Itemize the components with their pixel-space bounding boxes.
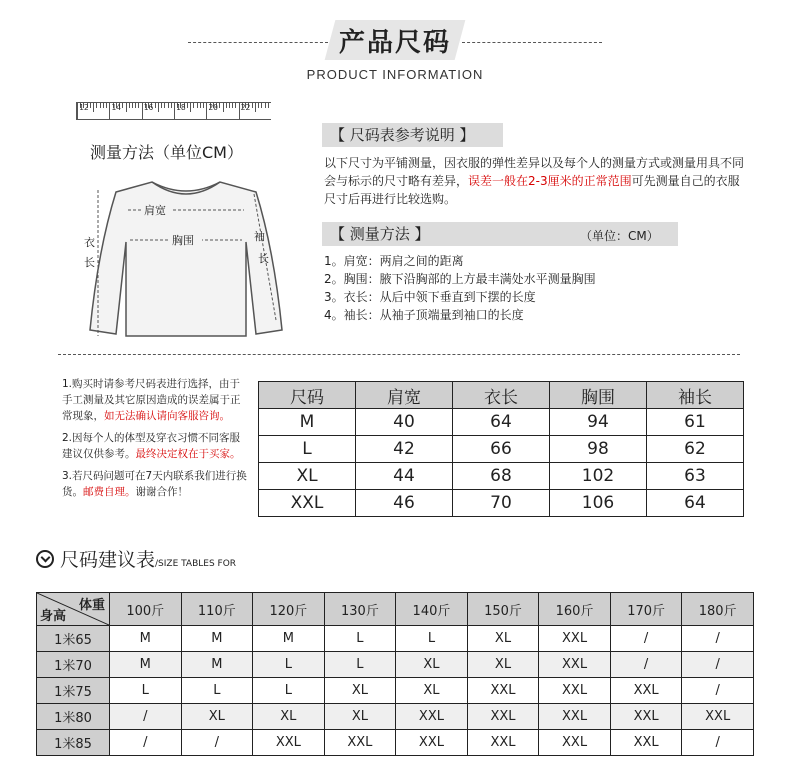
note-1-warning: 如无法确认请向客服咨询。: [104, 410, 230, 422]
size-cell: M: [181, 652, 253, 678]
size-cell: XXL: [396, 704, 468, 730]
length-label-1: 衣: [84, 236, 95, 249]
method-item: 4。袖长：从袖子顶端量到袖口的长度: [324, 308, 524, 322]
size-cell: /: [610, 652, 682, 678]
ruler-tick: [158, 103, 159, 112]
size-cell: 40: [356, 409, 453, 436]
size-cell: L: [181, 678, 253, 704]
ruler-number: 18: [176, 103, 186, 112]
table-row: [37, 626, 754, 652]
size-header-cell: 袖长: [647, 382, 744, 409]
note-2-text: 2.因每个人的体型及穿衣习惯不同客服建议仅供参考。: [62, 432, 241, 460]
size-cell: L: [324, 626, 396, 652]
method-list: [324, 252, 724, 324]
size-cell: 42: [356, 436, 453, 463]
ruler-tick: [122, 103, 123, 108]
size-cell: /: [610, 626, 682, 652]
note-3-warning: 邮费自理。: [83, 486, 136, 498]
size-note-text-b: 可先测量自己的衣服尺寸后再进行比较选购。: [324, 174, 740, 206]
size-note-text-a: 以下尺寸为平铺测量，因衣服的弹性差异以及每个人的测量方式或测量用具不同会与标示的尺寸略有差异，: [324, 156, 745, 188]
note-2-warning: 最终决定权在于买家。: [135, 448, 241, 460]
weight-header-cell: 150斤: [467, 593, 539, 626]
purchase-notes: [62, 376, 247, 506]
size-cell: XXL: [539, 626, 611, 652]
weight-header-cell: 100斤: [110, 593, 182, 626]
ruler-tick: [203, 103, 204, 108]
weight-label: 体重: [78, 598, 105, 613]
size-table-header: [259, 382, 744, 409]
size-cell: XXL: [610, 730, 682, 756]
size-cell: 64: [647, 490, 744, 517]
sleeve-label-1: 袖: [254, 230, 265, 243]
ruler-tick: [100, 103, 101, 108]
ruler-tick: [103, 103, 104, 108]
size-cell: 44: [356, 463, 453, 490]
ruler-tick: [109, 103, 110, 119]
ruler-tick: [106, 103, 107, 108]
table-row: [259, 490, 744, 517]
size-cell: 66: [453, 436, 550, 463]
ruler-tick: [77, 103, 78, 119]
shoulder-label: 肩宽: [144, 204, 166, 217]
ruler-tick: [255, 103, 256, 112]
table-row: [259, 463, 744, 490]
table-row: [37, 678, 754, 704]
ruler-tick: [93, 103, 94, 112]
note-3: [62, 468, 247, 500]
size-cell: XXL: [539, 704, 611, 730]
ruler-tick: [252, 103, 253, 108]
height-cell: 1米75: [37, 678, 110, 704]
size-cell: XXL: [539, 652, 611, 678]
size-cell: L: [253, 652, 325, 678]
size-cell: M: [110, 626, 182, 652]
ruler-tick: [261, 103, 262, 108]
ruler-tick: [200, 103, 201, 108]
size-table: [258, 381, 744, 517]
size-cell: XXL: [324, 730, 396, 756]
table-row: [259, 409, 744, 436]
size-cell: 98: [550, 436, 647, 463]
size-cell: XL: [396, 652, 468, 678]
size-cell: XL: [467, 626, 539, 652]
method-heading: 【 测量方法 】: [322, 222, 678, 246]
weight-header-cell: 110斤: [181, 593, 253, 626]
ruler-tick: [171, 103, 172, 108]
weight-header-cell: 120斤: [253, 593, 325, 626]
size-cell: XL: [467, 652, 539, 678]
ruler-tick: [258, 103, 259, 108]
recommend-header-row: [37, 593, 754, 626]
size-note-text: [324, 154, 744, 208]
table-row: [37, 730, 754, 756]
table-row: [259, 436, 744, 463]
weight-header-cell: 180斤: [682, 593, 754, 626]
ruler-tick: [161, 103, 162, 108]
note-1-text: 1.购买时请参考尺码表进行选择，由于手工测量及其它原因造成的误差属于正常现象，: [62, 378, 241, 422]
sweater-outline: [90, 182, 282, 336]
ruler-tick: [129, 103, 130, 108]
length-label-2: 长: [84, 256, 95, 269]
size-cell: /: [682, 730, 754, 756]
ruler-number: 14: [111, 103, 121, 112]
size-cell: XXL: [253, 730, 325, 756]
size-cell: 106: [550, 490, 647, 517]
ruler-tick: [193, 103, 194, 108]
ruler-tick: [219, 103, 220, 108]
chest-label: 胸围: [172, 234, 194, 247]
size-cell: /: [181, 730, 253, 756]
size-cell: 102: [550, 463, 647, 490]
ruler-tick: [235, 103, 236, 108]
height-cell: 1米85: [37, 730, 110, 756]
size-cell: /: [682, 626, 754, 652]
corner-cell: [37, 593, 110, 626]
size-cell: XXL: [610, 678, 682, 704]
size-cell: L: [324, 652, 396, 678]
ruler-tick: [96, 103, 97, 108]
size-cell: /: [110, 704, 182, 730]
size-cell: XL: [324, 704, 396, 730]
size-cell: M: [110, 652, 182, 678]
size-header-cell: 尺码: [259, 382, 356, 409]
weight-header-cell: 170斤: [610, 593, 682, 626]
size-cell: 63: [647, 463, 744, 490]
size-cell: XXL: [682, 704, 754, 730]
ruler-tick: [239, 103, 240, 119]
method-unit: （单位：CM）: [580, 229, 659, 243]
measure-method-title: 测量方法（单位CM）: [90, 143, 243, 162]
size-cell: /: [682, 678, 754, 704]
weight-header-cell: 140斤: [396, 593, 468, 626]
size-cell: 61: [647, 409, 744, 436]
size-cell: 46: [356, 490, 453, 517]
size-note-text-red: 误差一般在2-3厘米的正常范围: [468, 174, 632, 188]
recommend-title: 尺码建议表: [60, 549, 156, 571]
chevron-circle-icon: [36, 550, 54, 568]
size-header-cell: 胸围: [550, 382, 647, 409]
note-2: [62, 430, 247, 462]
page-subtitle: PRODUCT INFORMATION: [306, 67, 484, 82]
ruler-number: 12: [79, 103, 89, 112]
ruler-number: 22: [240, 103, 251, 112]
ruler-tick: [138, 103, 139, 108]
ruler-tick: [223, 103, 224, 112]
height-label: 身高: [40, 609, 67, 624]
size-note-heading: 【 尺码表参考说明 】: [322, 123, 503, 147]
ruler-tick: [265, 103, 266, 108]
ruler-tick: [226, 103, 227, 108]
size-cell: 68: [453, 463, 550, 490]
recommend-table: [36, 592, 754, 756]
note-3-thanks: 谢谢合作！: [135, 486, 188, 498]
ruler-tick: [90, 103, 91, 108]
recommend-heading: [36, 545, 236, 572]
ruler-tick: [206, 103, 207, 119]
ruler-tick: [174, 103, 175, 119]
table-row: [37, 652, 754, 678]
note-1: [62, 376, 247, 424]
table-row: [37, 704, 754, 730]
ruler-number: 16: [143, 103, 154, 112]
ruler-graphic: [76, 102, 271, 120]
size-cell: XL: [259, 463, 356, 490]
size-header-cell: 衣长: [453, 382, 550, 409]
size-cell: L: [396, 626, 468, 652]
size-cell: L: [259, 436, 356, 463]
size-cell: /: [682, 652, 754, 678]
size-cell: M: [253, 626, 325, 652]
size-cell: XXL: [396, 730, 468, 756]
size-cell: XXL: [259, 490, 356, 517]
method-item: 1。肩宽：两肩之间的距离: [324, 254, 464, 268]
size-cell: XXL: [610, 704, 682, 730]
method-item: 3。衣长：从后中领下垂直到下摆的长度: [324, 290, 536, 304]
size-cell: XXL: [467, 704, 539, 730]
ruler-tick: [187, 103, 188, 108]
sweater-diagram: [78, 170, 294, 342]
size-cell: XL: [181, 704, 253, 730]
ruler-tick: [229, 103, 230, 108]
size-cell: 70: [453, 490, 550, 517]
ruler-tick: [164, 103, 165, 108]
ruler-tick: [268, 103, 269, 108]
size-cell: XL: [324, 678, 396, 704]
size-cell: 62: [647, 436, 744, 463]
method-item: 2。胸围：腋下沿胸部的上方最丰满处水平测量胸围: [324, 272, 596, 286]
recommend-subtitle: /SIZE TABLES FOR: [155, 559, 237, 569]
ruler-tick: [126, 103, 127, 112]
size-cell: 64: [453, 409, 550, 436]
ruler-tick: [197, 103, 198, 108]
size-cell: XXL: [467, 678, 539, 704]
ruler-tick: [232, 103, 233, 108]
height-cell: 1米65: [37, 626, 110, 652]
size-cell: /: [110, 730, 182, 756]
size-cell: XXL: [467, 730, 539, 756]
size-cell: L: [253, 678, 325, 704]
size-cell: XL: [253, 704, 325, 730]
size-cell: M: [181, 626, 253, 652]
note-3-text: 3.若尺码问题可在7天内联系我们进行换货。: [62, 470, 247, 498]
weight-header-cell: 160斤: [539, 593, 611, 626]
ruler-tick: [155, 103, 156, 108]
ruler-tick: [135, 103, 136, 108]
sleeve-label-2: 长: [258, 252, 269, 265]
size-cell: L: [110, 678, 182, 704]
ruler-tick: [132, 103, 133, 108]
ruler-tick: [142, 103, 143, 119]
weight-header-cell: 130斤: [324, 593, 396, 626]
size-cell: XXL: [539, 730, 611, 756]
section-divider: [58, 354, 740, 355]
size-cell: 94: [550, 409, 647, 436]
size-cell: M: [259, 409, 356, 436]
page-title: 产品尺码: [338, 28, 451, 58]
ruler-number: 20: [208, 103, 218, 112]
size-header-cell: 肩宽: [356, 382, 453, 409]
size-cell: XXL: [539, 678, 611, 704]
height-cell: 1米80: [37, 704, 110, 730]
height-cell: 1米70: [37, 652, 110, 678]
ruler-tick: [168, 103, 169, 108]
ruler-tick: [190, 103, 191, 112]
size-cell: XL: [396, 678, 468, 704]
